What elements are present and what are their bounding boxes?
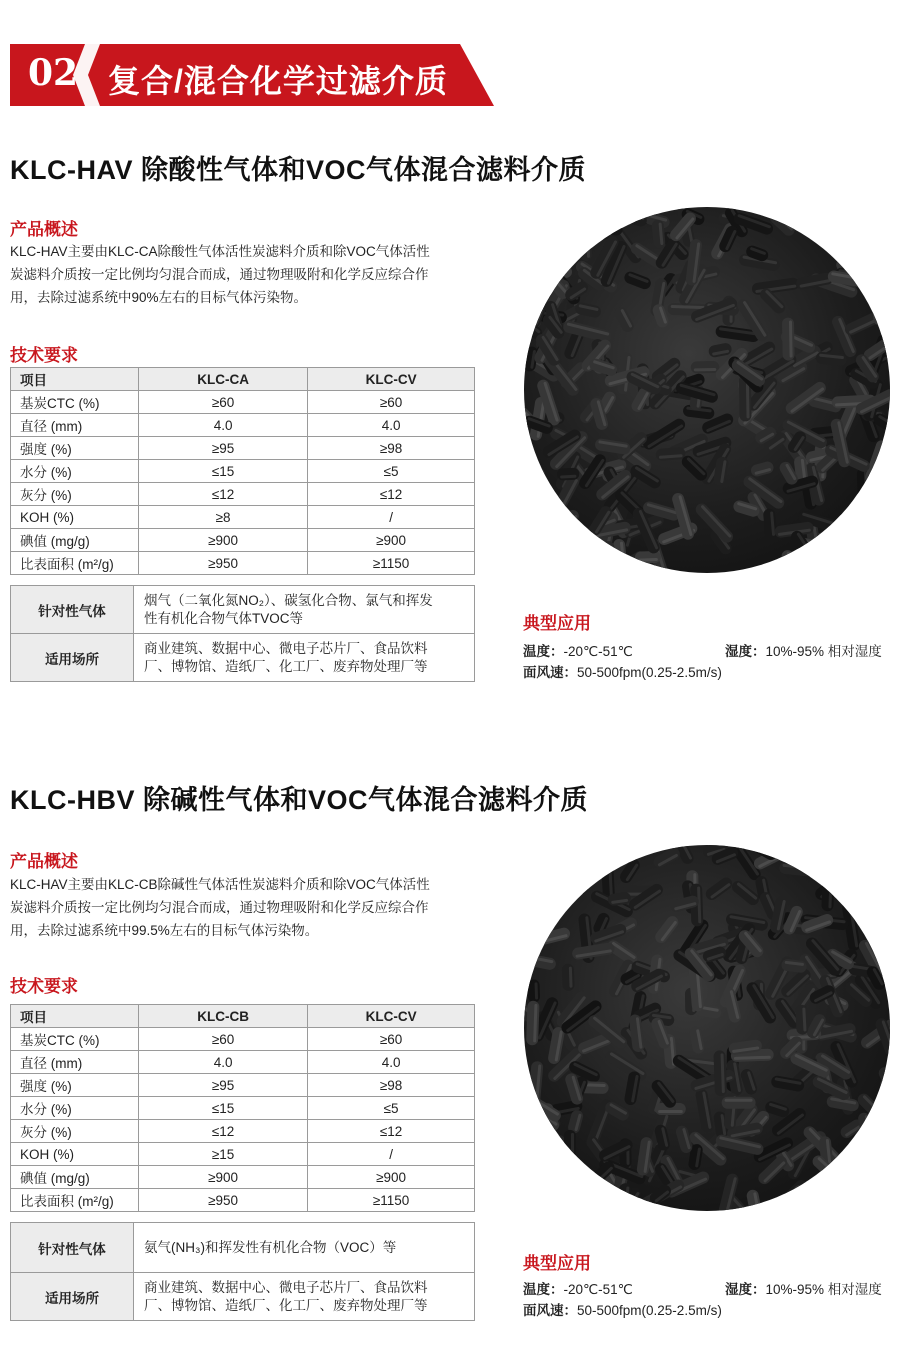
spec-row: 水分 (%) ≤15 ≤5 [11, 1097, 475, 1120]
spec-row: 基炭CTC (%) ≥60 ≥60 [11, 391, 475, 414]
banner-title: 复合/混合化学过滤介质 [108, 63, 448, 99]
pellet [708, 342, 733, 358]
overview-text: KLC-HAV主要由KLC-CA除酸性气体活性炭滤料介质和除VOC气体活性 炭滤料介质按一定比例均匀混合而成，通过物理吸附和化学反应综合作 用，去除过滤系统中90%左右的目标气体污染物。 [10, 244, 430, 305]
app-row-gases: 针对性气体 烟气（二氧化氮NO₂）、碳氢化合物、氯气和挥发 性有机化合物气体TVOC等 [11, 586, 475, 634]
spec-header-row: 项目 KLC-CA KLC-CV [11, 368, 475, 391]
pellet [557, 468, 580, 481]
overview-label: 产品概述 [10, 220, 78, 239]
pellet [691, 361, 720, 373]
spec-row: 强度 (%) ≥95 ≥98 [11, 437, 475, 460]
app-row-places: 适用场所 商业建筑、数据中心、微电子芯片厂、食品饮料 厂、博物馆、造纸厂、化工厂、废弃物处理厂等 [11, 634, 475, 682]
pellet [623, 270, 653, 291]
humidity-condition: 湿度：10%-95% 相对湿度 [725, 644, 882, 659]
pellet [653, 914, 681, 946]
pellet [713, 1050, 727, 1096]
product-photo [524, 845, 890, 1211]
pellet [524, 845, 537, 861]
application-table [10, 585, 475, 682]
banner-number: 02 [28, 52, 79, 94]
pellet [618, 857, 642, 886]
product-title: KLC-HAV 除酸性气体和VOC气体混合滤料介质 [10, 155, 586, 185]
spec-row: KOH (%) ≥15 / [11, 1143, 475, 1166]
spec-table [10, 367, 475, 575]
pellet [527, 1167, 542, 1211]
carbon-pellets-image [524, 207, 890, 573]
pellet [830, 314, 858, 359]
section-banner [10, 44, 494, 106]
spec-row: 直径 (mm) 4.0 4.0 [11, 1051, 475, 1074]
pellet [795, 1004, 809, 1034]
product-title: KLC-HBV 除碱性气体和VOC气体混合滤料介质 [10, 785, 588, 815]
spec-label: 技术要求 [10, 346, 78, 365]
humidity-condition: 湿度：10%-95% 相对湿度 [725, 1282, 882, 1297]
pellet [782, 317, 795, 360]
pellet [746, 1189, 764, 1211]
pellet [629, 845, 662, 855]
airspeed-condition: 面风速：50-500fpm(0.25-2.5m/s) [523, 1303, 722, 1318]
spec-row: KOH (%) ≥8 / [11, 506, 475, 529]
airspeed-condition: 面风速：50-500fpm(0.25-2.5m/s) [523, 665, 722, 680]
app-row-places: 适用场所 商业建筑、数据中心、微电子芯片厂、食品饮料 厂、博物馆、造纸厂、化工厂、废弃物处理厂等 [11, 1273, 475, 1321]
typical-label: 典型应用 [523, 614, 591, 633]
pellet [695, 1088, 714, 1133]
pellet [703, 875, 734, 902]
pellet [635, 551, 661, 564]
pellet [624, 1071, 642, 1106]
spec-row: 灰分 (%) ≤12 ≤12 [11, 483, 475, 506]
spec-row: 比表面积 (m²/g) ≥950 ≥1150 [11, 552, 475, 575]
pellet [564, 1130, 576, 1158]
spec-row: 碘值 (mg/g) ≥900 ≥900 [11, 529, 475, 552]
pellet [562, 963, 575, 991]
application-table [10, 1222, 475, 1321]
pellet [751, 277, 800, 295]
pellet [527, 954, 557, 971]
carbon-pellets-image [524, 845, 890, 1211]
pellet [594, 438, 631, 455]
overview-label: 产品概述 [10, 852, 78, 871]
pellet [526, 1001, 540, 1046]
spec-row: 强度 (%) ≥95 ≥98 [11, 1074, 475, 1097]
pellet [763, 508, 778, 539]
pellet [527, 979, 540, 1003]
overview-text: KLC-HAV主要由KLC-CB除碱性气体活性炭滤料介质和除VOC气体活性 炭滤料介质按一定比例均匀混合而成，通过物理吸附和化学反应综合作 用，去除过滤系统中99.5%左右的目标气体污染物。 [10, 877, 430, 938]
pellet [880, 1078, 890, 1103]
pellet [689, 1026, 706, 1055]
temperature-condition: 温度：-20℃-51℃ [523, 1282, 633, 1297]
typical-label: 典型应用 [523, 1254, 591, 1273]
spec-table [10, 1004, 475, 1212]
pellet [750, 460, 775, 478]
spec-row: 直径 (mm) 4.0 4.0 [11, 414, 475, 437]
spec-row: 水分 (%) ≤15 ≤5 [11, 460, 475, 483]
pellet [679, 453, 709, 483]
app-row-gases: 针对性气体 氨气(NH₃)和挥发性有机化合物（VOC）等 [11, 1223, 475, 1273]
spec-header-row: 项目 KLC-CB KLC-CV [11, 1005, 475, 1028]
pellet [722, 1097, 756, 1109]
spec-row: 基炭CTC (%) ≥60 ≥60 [11, 1028, 475, 1051]
pellet [550, 1181, 568, 1211]
product-photo [524, 207, 890, 573]
spec-row: 碘值 (mg/g) ≥900 ≥900 [11, 1166, 475, 1189]
spec-row: 灰分 (%) ≤12 ≤12 [11, 1120, 475, 1143]
pellet [799, 845, 835, 866]
pellet [815, 225, 841, 247]
spec-label: 技术要求 [10, 977, 78, 996]
temperature-condition: 温度：-20℃-51℃ [523, 644, 633, 659]
pellet [613, 305, 636, 334]
pellet [815, 351, 847, 366]
pellet [524, 276, 545, 301]
pellet [655, 447, 685, 461]
spec-row: 比表面积 (m²/g) ≥950 ≥1150 [11, 1189, 475, 1212]
